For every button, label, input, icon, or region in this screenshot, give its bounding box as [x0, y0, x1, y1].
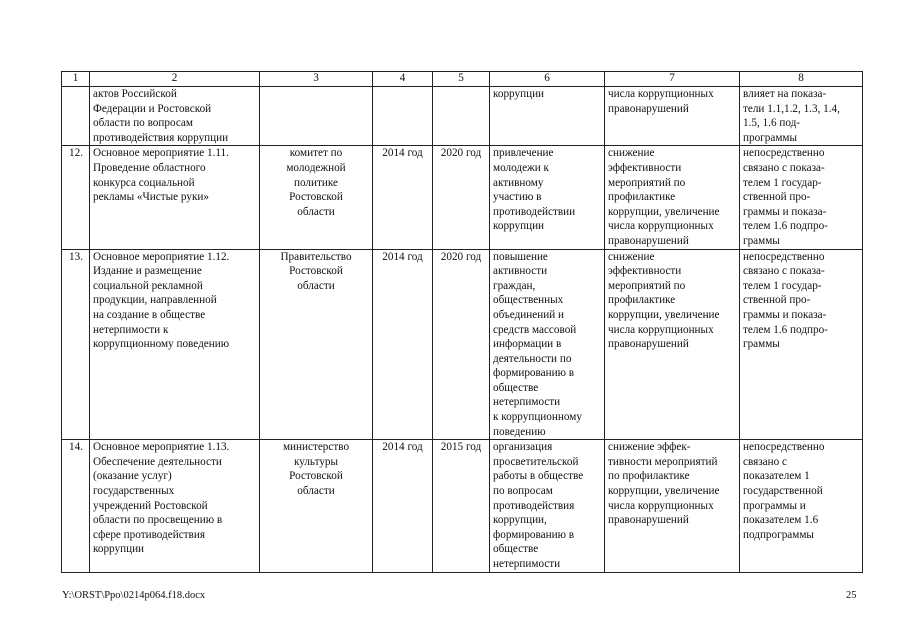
cell-line: программы — [743, 131, 797, 144]
cell-line: Основное мероприятие 1.11. — [93, 147, 229, 160]
end-year-cell — [433, 87, 490, 146]
cell-line: министерство — [282, 441, 350, 454]
cell-line: влияет на показа- — [743, 88, 827, 100]
cell-line: сфере противодействия — [93, 528, 205, 541]
cell-line: рекламы «Чистые руки» — [93, 191, 209, 204]
col-header: 8 — [740, 72, 863, 87]
cell-line: Ростовской — [289, 470, 343, 483]
cell-line: профилактике — [608, 191, 676, 204]
cell-line: привлечение — [493, 147, 554, 160]
cell-line: 1.5, 1.6 под- — [743, 117, 801, 130]
table-row — [62, 440, 863, 572]
cell-line: коррупции — [493, 220, 545, 233]
result-cell — [490, 440, 605, 572]
measure-cell — [90, 87, 260, 146]
end-year-cell: 2020 год — [433, 146, 490, 249]
header-row — [62, 72, 863, 87]
cell-line: информации в — [493, 338, 562, 351]
cell-line: молодежной — [286, 161, 346, 174]
cell-line: коррупции, увеличение — [608, 308, 720, 321]
cell-line: государственной — [743, 485, 823, 498]
cell-line: коррупции — [493, 88, 545, 100]
cell-line: телем 1 государ- — [743, 176, 822, 189]
cell-line: нетерпимости — [493, 396, 561, 409]
cell-line: Основное мероприятие 1.12. — [93, 250, 230, 263]
measure-cell — [90, 146, 260, 249]
row-number: 12. — [62, 146, 90, 249]
cell-line: связано с — [743, 455, 787, 468]
cell-line: противодействии — [493, 205, 576, 218]
cell-line: просветительской — [493, 455, 579, 468]
cell-line: числа коррупционных — [608, 220, 714, 233]
cell-line: Основное мероприятие 1.13. — [93, 441, 230, 454]
cell-line: активному — [493, 176, 544, 189]
end-year-cell: 2020 год — [433, 249, 490, 440]
cell-line: граммы — [743, 234, 780, 247]
cell-line: противодействия коррупции — [93, 131, 229, 144]
cell-line: телем 1 государ- — [743, 279, 822, 292]
cell-line: деятельности по — [493, 352, 572, 365]
page-number: 25 — [846, 590, 857, 601]
cell-line: граммы — [743, 338, 780, 351]
cell-line: к коррупционному — [493, 411, 582, 424]
cell-line: профилактике — [608, 294, 676, 307]
result-cell — [490, 146, 605, 249]
cell-line: активности — [493, 265, 548, 278]
start-year-cell — [373, 87, 433, 146]
cell-line: противодействия — [493, 499, 575, 512]
col-header: 5 — [433, 72, 490, 87]
consequence-cell — [605, 146, 740, 249]
cell-line: правонарушений — [608, 102, 689, 115]
cell-line: снижение эффек- — [608, 441, 691, 454]
cell-line: снижение — [608, 147, 655, 160]
indicator-link-cell — [740, 87, 863, 146]
cell-line: телем 1.6 подпро- — [743, 220, 828, 233]
table-body — [62, 87, 863, 573]
col-header: 3 — [260, 72, 373, 87]
cell-line: конкурса социальной — [93, 176, 195, 189]
cell-line: области — [297, 205, 335, 218]
cell-line: непосредственно — [743, 250, 825, 263]
start-year-cell: 2014 год — [373, 440, 433, 572]
consequence-cell — [605, 249, 740, 440]
cell-line: Федерации и Ростовской — [93, 102, 212, 115]
cell-line: обществе — [493, 543, 539, 556]
cell-line: мероприятий по — [608, 279, 686, 292]
cell-line: показателем 1 — [743, 470, 810, 483]
indicator-link-cell — [740, 249, 863, 440]
table-row — [62, 249, 863, 440]
col-header: 2 — [90, 72, 260, 87]
row-number: 14. — [62, 440, 90, 572]
cell-line: нетерпимости — [493, 558, 561, 570]
indicator-link-cell — [740, 146, 863, 249]
cell-line: числа коррупционных — [608, 323, 714, 336]
footer-file-path: Y:\ORST\Ppo\0214p064.f18.docx — [62, 590, 206, 601]
cell-line: Издание и размещение — [93, 265, 202, 278]
cell-line: правонарушений — [608, 338, 689, 351]
measures-table — [61, 71, 863, 573]
cell-line: Ростовской — [289, 265, 343, 278]
cell-line: формированию в — [493, 367, 575, 380]
cell-line: области по вопросам — [93, 117, 193, 130]
cell-line: средств массовой — [493, 323, 577, 336]
executor-cell — [260, 146, 373, 249]
cell-line: Правительство — [280, 250, 352, 263]
cell-line: работы в обществе — [493, 470, 584, 483]
row-number: 13. — [62, 249, 90, 440]
table-row — [62, 146, 863, 249]
executor-cell — [260, 87, 373, 146]
cell-line: организация — [493, 441, 553, 454]
cell-line: коррупции, увеличение — [608, 205, 720, 218]
cell-line: участию в — [493, 191, 542, 204]
cell-line: числа коррупционных — [608, 499, 714, 512]
cell-line: тели 1.1,1.2, 1.3, 1.4, — [743, 102, 840, 115]
cell-line: учреждений Ростовской — [93, 499, 208, 512]
cell-line: связано с показа- — [743, 265, 825, 278]
cell-line: непосредственно — [743, 147, 825, 160]
cell-line: по профилактике — [608, 470, 690, 483]
cell-line: формированию в — [493, 528, 575, 541]
cell-line: актов Российской — [93, 88, 177, 100]
cell-line: коррупции, увеличение — [608, 485, 720, 498]
end-year-cell: 2015 год — [433, 440, 490, 572]
start-year-cell: 2014 год — [373, 249, 433, 440]
cell-line: повышение — [493, 250, 548, 263]
result-cell — [490, 87, 605, 146]
cell-line: культуры — [293, 455, 339, 468]
cell-line: мероприятий по — [608, 176, 686, 189]
measure-cell — [90, 249, 260, 440]
cell-line: области по просвещению в — [93, 514, 223, 527]
indicator-link-cell — [740, 440, 863, 572]
cell-line: продукции, направленной — [93, 294, 217, 307]
cell-line: подпрограммы — [743, 528, 814, 541]
cell-line: объединений и — [493, 308, 564, 321]
cell-line: Ростовской — [289, 191, 343, 204]
cell-line: связано с показа- — [743, 161, 825, 174]
cell-line: снижение — [608, 250, 655, 263]
start-year-cell: 2014 год — [373, 146, 433, 249]
measure-cell — [90, 440, 260, 572]
cell-line: коррупционному поведению — [93, 338, 230, 351]
consequence-cell — [605, 87, 740, 146]
cell-line: коррупции, — [493, 514, 547, 527]
result-cell — [490, 249, 605, 440]
cell-line: социальной рекламной — [93, 279, 203, 292]
executor-cell — [260, 249, 373, 440]
cell-line: на создание в обществе — [93, 308, 206, 321]
cell-line: обществе — [493, 381, 539, 394]
cell-line: правонарушений — [608, 234, 689, 247]
cell-line: программы и — [743, 499, 806, 512]
col-header: 7 — [605, 72, 740, 87]
cell-line: ственной про- — [743, 191, 811, 204]
cell-line: (оказание услуг) — [93, 470, 172, 483]
cell-line: Проведение областного — [93, 161, 206, 174]
cell-line: Обеспечение деятельности — [93, 455, 222, 468]
col-header: 6 — [490, 72, 605, 87]
cell-line: правонарушений — [608, 514, 689, 527]
cell-line: области — [297, 279, 335, 292]
cell-line: граждан, — [493, 279, 536, 292]
table-row — [62, 87, 863, 146]
row-number — [62, 87, 90, 146]
cell-line: телем 1.6 подпро- — [743, 323, 828, 336]
cell-line: граммы и показа- — [743, 205, 827, 218]
cell-line: тивности мероприятий — [608, 455, 718, 468]
cell-line: показателем 1.6 — [743, 514, 819, 527]
cell-line: эффективности — [608, 265, 682, 278]
cell-line: области — [297, 485, 335, 498]
consequence-cell — [605, 440, 740, 572]
col-header: 1 — [62, 72, 90, 87]
cell-line: коррупции — [93, 543, 145, 556]
cell-line: общественных — [493, 294, 564, 307]
cell-line: государственных — [93, 485, 175, 498]
cell-line: по вопросам — [493, 485, 553, 498]
executor-cell — [260, 440, 373, 572]
cell-line: граммы и показа- — [743, 308, 827, 321]
cell-line: политике — [293, 176, 338, 189]
cell-line: непосредственно — [743, 441, 825, 454]
cell-line: числа коррупционных — [608, 88, 714, 100]
cell-line: ственной про- — [743, 294, 811, 307]
col-header: 4 — [373, 72, 433, 87]
cell-line: поведению — [493, 425, 546, 438]
cell-line: комитет по — [289, 147, 343, 160]
cell-line: молодежи к — [493, 161, 549, 174]
cell-line: нетерпимости к — [93, 323, 169, 336]
cell-line: эффективности — [608, 161, 682, 174]
